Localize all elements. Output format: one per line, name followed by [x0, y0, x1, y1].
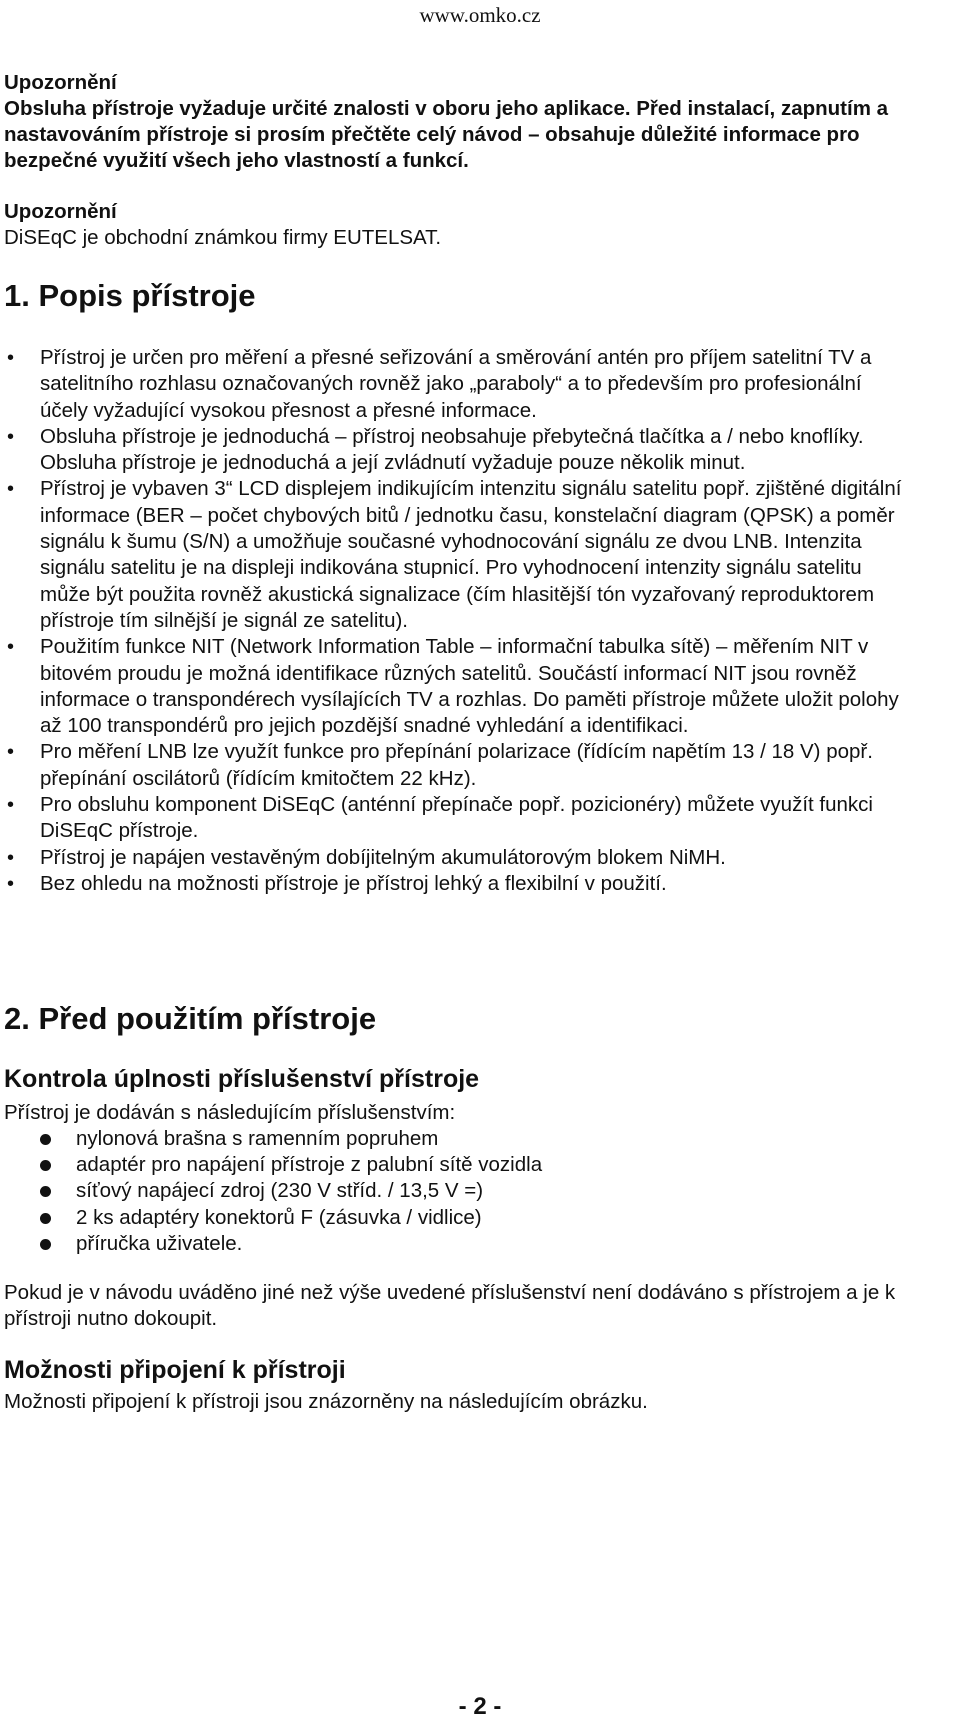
- section-1-heading-wrap: [4, 278, 934, 314]
- feature-list-item: [4, 845, 909, 871]
- bullet-icon: [40, 1186, 51, 1197]
- accessory-text: adaptér pro napájení přístroje z palubní sítě vozidla: [76, 1153, 543, 1177]
- accessory-item: [4, 1178, 934, 1204]
- bullet-icon: •: [7, 425, 15, 448]
- warning-text: Obsluha přístroje vyžaduje určité znalosti v oboru jeho aplikace. Před instalací, zapnutím a nastavováním přístroje si prosím přečtěte celý návod – obsahuje důležité informace pro bezpečné využití všech jeho vlastností a funkcí.: [4, 97, 889, 172]
- accessory-item: [4, 1231, 934, 1257]
- connections-text: Možnosti připojení k přístroji jsou znázorněny na následujícím obrázku.: [4, 1390, 648, 1413]
- accessories-section: [4, 1064, 934, 1257]
- section-2-heading: 2. Před použitím přístroje: [4, 1001, 377, 1036]
- accessories-list: [4, 1126, 934, 1257]
- feature-text: Přístroj je napájen vestavěným dobíjitelným akumulátorovým blokem NiMH.: [40, 845, 726, 869]
- bullet-icon: [40, 1160, 51, 1171]
- feature-list: [4, 345, 909, 897]
- bullet-icon: •: [7, 846, 15, 869]
- bullet-icon: •: [7, 741, 15, 764]
- bullet-icon: •: [7, 872, 15, 895]
- trademark-block: [4, 199, 934, 251]
- bullet-icon: •: [7, 794, 15, 817]
- accessory-text: nylonová brašna s ramenním popruhem: [76, 1127, 439, 1150]
- feature-list-item: [4, 634, 909, 739]
- bullet-icon: •: [7, 347, 15, 369]
- accessory-item: [4, 1205, 934, 1231]
- warning-block: [4, 70, 934, 174]
- feature-list-item: [4, 345, 909, 424]
- section-2-heading-wrap: [4, 1001, 934, 1037]
- page-number: - 2 -: [458, 1693, 502, 1720]
- bullet-icon: [40, 1239, 51, 1250]
- bullet-icon: •: [7, 478, 15, 501]
- warning-title: Upozornění: [4, 71, 117, 94]
- connections-section: [4, 1355, 934, 1415]
- section-1-heading: 1. Popis přístroje: [4, 278, 256, 313]
- accessories-note-wrap: [4, 1280, 914, 1332]
- feature-list-item: [4, 739, 909, 792]
- feature-list-item: [4, 871, 909, 897]
- feature-text: Bez ohledu na možnosti přístroje je přístroj lehký a flexibilní v použití.: [40, 871, 667, 895]
- accessory-item: [4, 1126, 934, 1152]
- accessory-item: [4, 1152, 934, 1178]
- feature-list-item: [4, 792, 909, 845]
- accessory-text: příručka uživatele.: [76, 1231, 243, 1255]
- feature-text: Pro obsluhu komponent DiSEqC (anténní přepínače popř. pozicionéry) můžete využít funkci DiSEqC přístroje.: [40, 793, 873, 843]
- trademark-text: DiSEqC je obchodní známkou firmy EUTELSAT.: [4, 226, 442, 249]
- feature-list-item: [4, 424, 909, 477]
- accessory-text: síťový napájecí zdroj (230 V stříd. / 13,5 V =): [76, 1179, 484, 1203]
- feature-text: Přístroj je vybaven 3“ LCD displejem indikujícím intenzitu signálu satelitu popř. zjištěné digitální informace (BER – počet chybových bitů / jednotku času, konstelační diagram (QPSK) a poměr signálu k šumu (S/N) a umožňuje současné vyhodnocování signálu ze dvou LNB. Intenzita signálu satelitu je na displeji indikována stupnicí. Pro vyhodnocení intenzity signálu satelitu může být použita rovněž akustická signalizace (čím hlasitější tón vyzařovaný reproduktorem přístroje tím silnější je signál ze satelitu).: [40, 477, 902, 632]
- feature-text: Obsluha přístroje je jednoduchá – přístroj neobsahuje přebytečná tlačítka a / nebo knoflíky. Obsluha přístroje je jednoduchá a její zvládnutí vyžaduje pouze několik minut.: [40, 424, 864, 475]
- trademark-title: Upozornění: [4, 200, 117, 223]
- accessories-intro: Přístroj je dodáván s následujícím příslušenstvím:: [4, 1101, 456, 1124]
- bullet-icon: •: [7, 636, 15, 659]
- feature-text: Přístroj je určen pro měření a přesné seřizování a směrování antén pro příjem satelitní TV a satelitního rozhlasu označovaných rovněž jako „paraboly“ a to především pro profesionální účely vyžadující vysokou přesnost a přesné informace.: [40, 346, 872, 422]
- bullet-icon: [40, 1213, 51, 1224]
- accessories-note: Pokud je v návodu uváděno jiné než výše uvedené příslušenství není dodáváno s přístrojem a je k přístroji nutno dokoupit.: [4, 1281, 896, 1330]
- feature-text: Použitím funkce NIT (Network Information Table – informační tabulka sítě) – měřením NIT v bitovém proudu je možná identifikace různých satelitů. Součástí informací NIT jsou rovněž informace o transpondérech vysílajících TV a rozhlas. Do paměti přístroje můžete uložit polohy až 100 transpondérů pro jejich pozdější snadné vyhledání a identifikaci.: [40, 635, 899, 738]
- feature-list-item: [4, 476, 909, 634]
- page-header-url: www.omko.cz: [419, 3, 541, 27]
- accessory-text: 2 ks adaptéry konektorů F (zásuvka / vidlice): [76, 1205, 482, 1229]
- bullet-icon: [40, 1134, 51, 1145]
- section-1-list-wrap: [4, 345, 909, 897]
- accessories-heading: Kontrola úplnosti příslušenství přístroje: [4, 1065, 480, 1093]
- feature-text: Pro měření LNB lze využít funkce pro přepínání polarizace (řídícím napětím 13 / 18 V) popř. přepínání oscilátorů (řídícím kmitočtem 22 kHz).: [40, 740, 873, 790]
- connections-heading: Možnosti připojení k přístroji: [4, 1356, 346, 1384]
